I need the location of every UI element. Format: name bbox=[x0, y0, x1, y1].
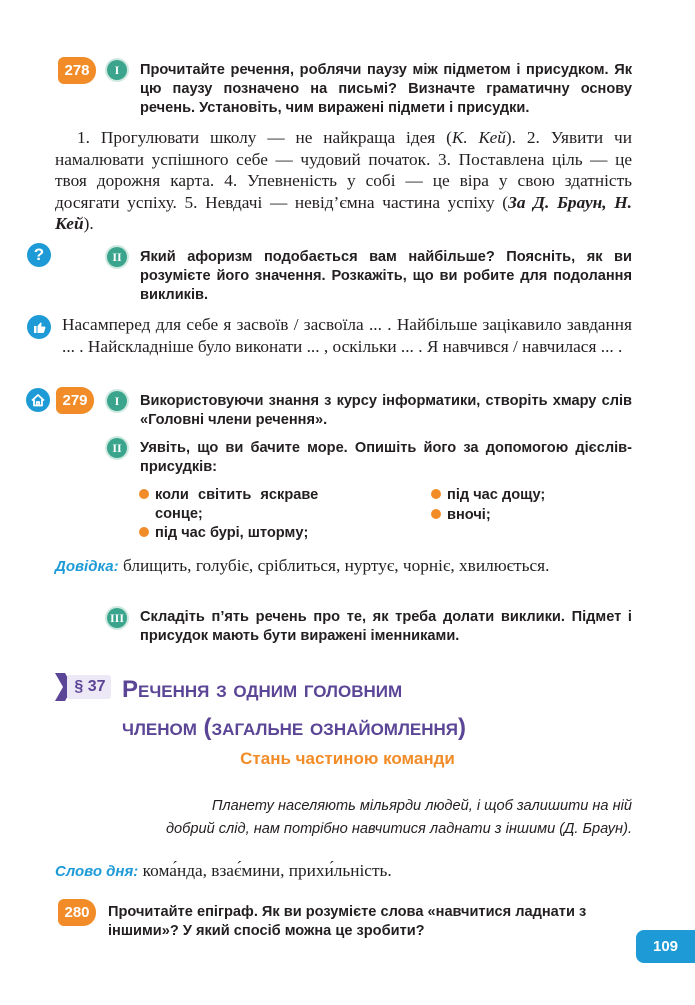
sentence-1: 1. Прогулювати школу — не найкраща ідея ( bbox=[77, 128, 452, 147]
bullet-item bbox=[431, 506, 491, 525]
exercise-number-badge: 278 bbox=[58, 57, 96, 84]
epigraph bbox=[100, 795, 632, 841]
sentence-5-source: За Д. Браун, Н. Кей bbox=[55, 192, 632, 233]
sentence-4: 4. Упевненість у собі — це віра у свою здатність досягати успіху. bbox=[55, 171, 632, 212]
question-icon: ? bbox=[27, 243, 51, 267]
sentence-5-end: ). bbox=[83, 214, 94, 233]
sentence-1-end: ). bbox=[505, 128, 516, 147]
reflection-text: Насамперед для себе я засвоїв / засвоїла ... . Найбільше зацікавило завдання ... . Найскладніше було виконати ... , оскільки ... . Я навчився / навчилася ... . bbox=[62, 315, 632, 356]
level-badge-ii: II bbox=[107, 247, 127, 267]
sentence-1-author: К. Кей bbox=[451, 128, 506, 147]
exercise-task: Прочитайте епіграф. Як ви розумієте слова «навчитися ладнати з іншими»? У який спосіб можна це зробити? bbox=[108, 904, 587, 939]
bullet-item bbox=[139, 486, 349, 505]
bullet-text: під час бурі, штормy; bbox=[155, 525, 309, 541]
section-number-badge bbox=[55, 673, 113, 701]
hint-block bbox=[55, 555, 632, 578]
page-number: 109 bbox=[636, 930, 695, 963]
exercise-task-2: Уявіть, що ви бачите море. Опишіть його за допомогою дієслів-присудків: bbox=[140, 440, 632, 475]
epigraph-line-2: добрий слід, нам потрібно навчитися ладнати з іншими (Д. Браун). bbox=[165, 821, 632, 837]
exercise-sentences bbox=[55, 127, 632, 235]
exercise-task: Прочитайте речення, роблячи паузу між підметом і присудком. Як цю паузу позначено на письмі? Визначте граматичну основу речень. Установіть, чим виражені підмети і присудки. bbox=[140, 62, 632, 116]
bullet-icon bbox=[139, 489, 149, 499]
section-number: § 37 bbox=[74, 678, 106, 695]
bullet-icon bbox=[139, 527, 149, 537]
bullet-item bbox=[431, 486, 545, 505]
bullet-item bbox=[139, 524, 308, 543]
word-of-day bbox=[55, 860, 632, 883]
section-title-line-1: Речення з одним головним bbox=[122, 676, 403, 703]
level-badge-i: I bbox=[107, 60, 127, 80]
word-of-day-text: кома́нда, взає́мини, прихи́льність. bbox=[142, 861, 392, 880]
sentence-2: 2. Уявити чи намалювати успішного себе — чудовий початок. bbox=[55, 128, 632, 169]
thumbs-up-icon bbox=[27, 315, 51, 339]
bullet-item-continuation: сонце; bbox=[155, 506, 203, 522]
level-badge-iii: III bbox=[107, 608, 127, 628]
sentence-3: 3. Поставлена ціль — це твоя дорожня карта. bbox=[55, 149, 632, 190]
section-subtitle: Стань частиною команди bbox=[240, 749, 455, 768]
exercise-number-badge: 279 bbox=[56, 387, 94, 414]
bullet-text: вночі; bbox=[447, 507, 491, 523]
bullet-text: коли світить яскраве bbox=[155, 487, 319, 503]
exercise-task-1: Використовуючи знання з курсу інформатики, створіть хмару слів «Головні члени речення». bbox=[140, 393, 632, 428]
section-title-line-2: членом (загальне ознайомлення) bbox=[122, 714, 467, 741]
exercise-task-3: Складіть п’ять речень про те, як треба долати виклики. Підмет і присудок мають бути виражені іменниками. bbox=[140, 609, 632, 644]
word-of-day-label: Слово дня: bbox=[55, 863, 139, 880]
level-badge-i: I bbox=[107, 391, 127, 411]
sentence-5: 5. Невдачі — невід’ємна частина успіху ( bbox=[184, 192, 509, 212]
level-badge-ii: II bbox=[107, 438, 127, 458]
section-title bbox=[122, 671, 642, 747]
hint-text: блищить, голубіє, сріблиться, нуртує, чорніє, хвилюється. bbox=[122, 556, 550, 575]
hint-label: Довідка: bbox=[55, 558, 119, 575]
bullet-text: під час дощу; bbox=[447, 487, 546, 503]
question-task: Який афоризм подобається вам найбільше? Поясніть, як ви розумієте його значення. Розкажіть, що ви робите для подолання викликів. bbox=[140, 249, 632, 303]
bullet-icon bbox=[431, 489, 441, 499]
epigraph-line-1: Планету населяють мільярди людей, і щоб залишити на ній bbox=[211, 798, 632, 814]
home-icon bbox=[26, 388, 50, 412]
exercise-number-badge: 280 bbox=[58, 899, 96, 926]
bullet-icon bbox=[431, 509, 441, 519]
